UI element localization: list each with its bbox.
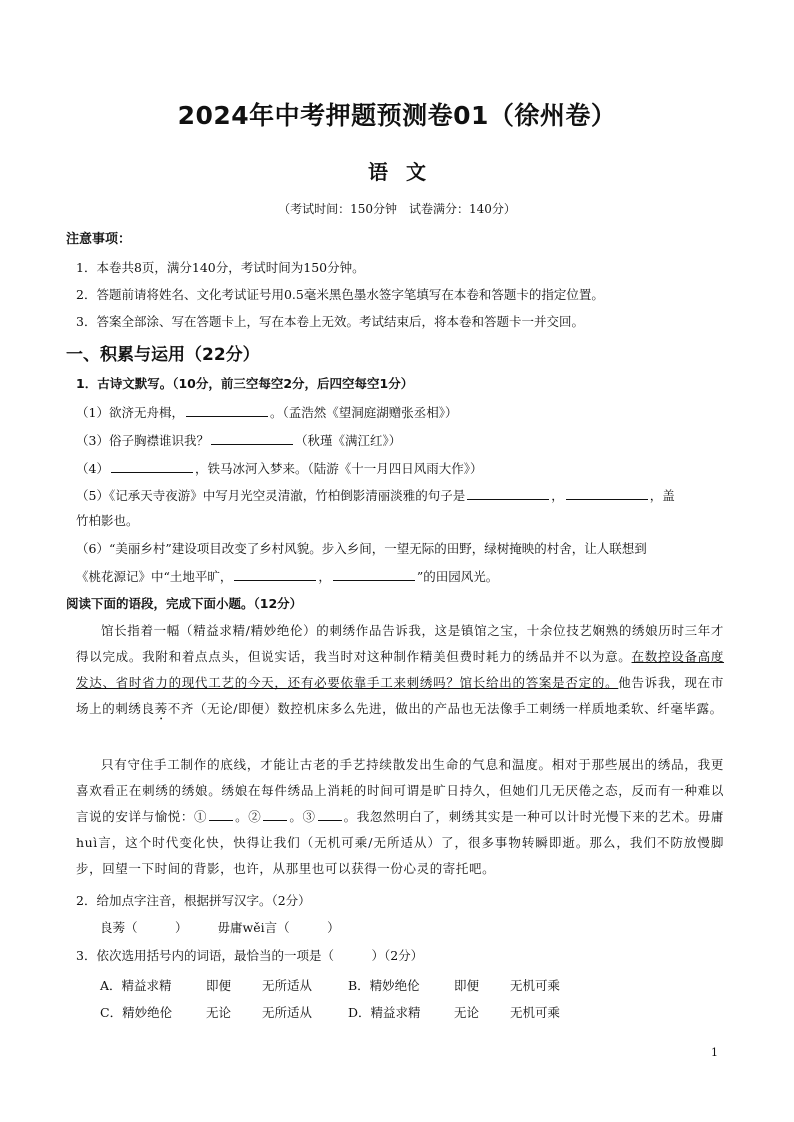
option-word: 即便	[206, 978, 232, 993]
answer-blank[interactable]	[263, 808, 287, 821]
reading-p2-part-b: 。②	[235, 809, 262, 824]
q1-item-1	[76, 404, 457, 420]
q2-items	[100, 920, 340, 935]
answer-blank[interactable]	[186, 404, 268, 417]
reading-p1-part-c: 不齐（无论/即便）数控机床多么先进，做出的产品也无法像手工刺绣一样质地柔软、纤毫毕露。	[167, 701, 723, 716]
q1-item-6-tail: ”的田园风光。	[416, 569, 499, 584]
q1-item-6-text: 《桃花源记》中“土地平旷，	[76, 569, 233, 584]
option-c[interactable]: C．精妙绝伦	[100, 1005, 173, 1020]
exam-info: （考试时间：150分钟 试卷满分：140分）	[278, 202, 516, 216]
q1-item-4-text: （4）	[76, 461, 109, 476]
answer-blank[interactable]	[467, 487, 549, 500]
answer-blank[interactable]	[318, 808, 342, 821]
subject-heading: 语文	[368, 160, 444, 184]
q1-item-6: （6）“美丽乡村”建设项目改变了乡村风貌。步入乡间，一望无际的田野，绿树掩映的村舍，让人联想到	[76, 541, 647, 556]
q1-item-3	[76, 432, 401, 448]
q1-item-5	[76, 487, 675, 503]
q1-item-1-source: 。（孟浩然《望洞庭湖赠张丞相》）	[269, 405, 458, 420]
q2-item-a[interactable]: 良莠（ ）	[100, 920, 188, 935]
page-number: 1	[711, 1046, 718, 1059]
q1-item-5-sep: ，	[551, 488, 564, 503]
reading-p2-part-d: 。我忽然明白了，刺绣其实是一种可以计时光慢下来的艺术。毋庸huì言，这个时代变化快，快得让我们（无机可乘/无所适从）了，很多事物转瞬即逝。那么，我们不防放慢脚步，回望一下时间的背影，也许，从那里也可以获得一份心灵的寄托吧。	[76, 809, 724, 876]
reading-p2-part-c: 。③	[289, 809, 316, 824]
option-word: 无机可乘	[510, 1005, 561, 1020]
q1-item-5-cont: 竹柏影也。	[76, 513, 139, 528]
reading-paragraph-1	[76, 618, 724, 723]
answer-blank[interactable]	[333, 568, 415, 581]
q1-item-5-text: （5）《记承天寺夜游》中写月光空灵清澈，竹柏倒影清丽淡雅的句子是	[76, 488, 466, 503]
option-word: 无所适从	[262, 1005, 313, 1020]
note-item-3: 3．答案全部涂、写在答题卡上，写在本卷上无效。考试结束后，将本卷和答题卡一并交回。	[76, 314, 584, 329]
q1-item-3-text: （3）俗子胸襟谁识我？	[76, 433, 209, 448]
notes-heading: 注意事项：	[66, 232, 132, 247]
option-b[interactable]: B．精妙绝伦	[348, 978, 420, 993]
q1-item-4-source: ，铁马冰河入梦来。（陆游《十一月四日风雨大作》）	[194, 461, 483, 476]
exam-title: 2024年中考押题预测卷01（徐州卷）	[177, 101, 617, 130]
answer-blank[interactable]	[209, 808, 233, 821]
q3-options-row-1	[100, 976, 560, 994]
underlined-sentence: 在数控设备高度发达、省时省力的现代工艺的今天，还有必要依靠手工来刺绣吗？馆长给出的答案是否定的。	[76, 649, 725, 690]
option-word: 无所适从	[262, 978, 313, 993]
q1-stem: 1．古诗文默写。（10分，前三空每空2分，后四空每空1分）	[76, 376, 414, 391]
q1-item-6-cont	[76, 568, 498, 584]
reading-p1-part-b: 他告诉我，现在市场上的刺绣良	[76, 675, 724, 716]
note-item-2: 2．答题前请将姓名、文化考试证号用0.5毫米黑色墨水签字笔填写在本卷和答题卡的指定位置。	[76, 287, 604, 302]
option-a[interactable]: A．精益求精	[100, 978, 172, 993]
q1-item-1-text: （1）欲济无舟楫，	[76, 405, 184, 420]
answer-blank[interactable]	[111, 460, 193, 473]
q1-item-6-sep: ，	[318, 569, 331, 584]
q1-item-4	[76, 460, 482, 476]
answer-blank[interactable]	[211, 432, 293, 445]
q3-stem: 3．依次选用括号内的词语，最恰当的一项是（ ）（2分）	[76, 948, 424, 963]
q1-item-5-tail: ，盖	[649, 488, 675, 503]
reading-paragraph-2	[76, 752, 724, 882]
option-d[interactable]: D．精益求精	[348, 1005, 421, 1020]
reading-p1-part-a: 馆长指着一幅（精益求精/精妙绝伦）的刺绣作品告诉我，这是镇馆之宝，十余位技艺娴熟的绣娘历时三年才得以完成。我附和着点点头，但说实话，我当时对这种制作精美但费时耗力的绣品并不以为意。	[76, 623, 724, 664]
q3-options-row-2	[100, 1003, 560, 1021]
note-item-1: 1．本卷共8页，满分140分，考试时间为150分钟。	[76, 260, 365, 275]
option-word: 无机可乘	[510, 978, 561, 993]
q2-item-b[interactable]: 毋庸wěi言（ ）	[217, 920, 340, 935]
option-word: 无论	[206, 1005, 232, 1020]
reading-stem: 阅读下面的语段，完成下面小题。（12分）	[66, 596, 303, 611]
section-title: 一、积累与运用（22分）	[66, 345, 260, 365]
q2-stem: 2．给加点字注音，根据拼写汉字。（2分）	[76, 893, 311, 908]
dotted-char: 莠	[154, 701, 168, 716]
q1-item-3-source: （秋瑾《满江红》）	[294, 433, 402, 448]
answer-blank[interactable]	[234, 568, 316, 581]
option-word: 无论	[454, 1005, 480, 1020]
answer-blank[interactable]	[566, 487, 648, 500]
reading-p2-part-a: 只有守住手工制作的底线，才能让古老的手艺持续散发出生命的气息和温度。相对于那些展出的绣品，我更喜欢看正在刺绣的绣娘。绣娘在每件绣品上消耗的时间可谓是旷日持久，但她们几无厌倦之态，反而有一种难以言说的安详与愉悦：①	[76, 757, 724, 824]
option-word: 即便	[454, 978, 480, 993]
